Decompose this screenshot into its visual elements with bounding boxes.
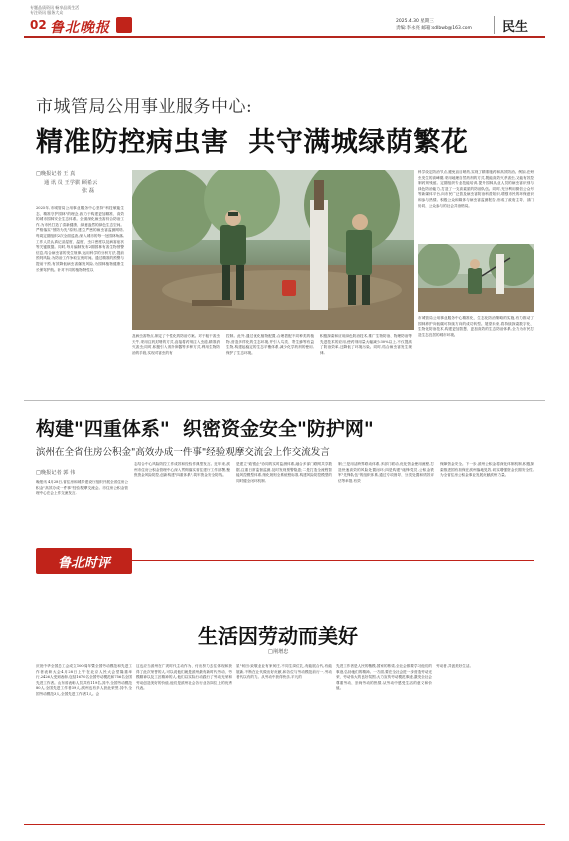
spraying-photo bbox=[418, 244, 534, 312]
column-tag-rule bbox=[132, 560, 534, 561]
article2-col3: 是建立"政银企"协同的实时监测体系,融合多部门联网共享数据,注重日常监督监测,及时发现预警隐患;二是打造全流程智能风控模型体系,细化规则全系统程标准,构建风险防控模型的同时健全闭环机制, bbox=[236, 462, 332, 483]
article1-kicker: 市城管局公用事业服务中心: bbox=[36, 97, 253, 117]
issue-date: 2025.4.30 星期三 bbox=[396, 19, 434, 24]
page-number: 02 bbox=[30, 18, 47, 32]
section-divider bbox=[494, 16, 495, 34]
article3-col2: 这也应当滨州在广袤时代主动作为、付出努力去往体现和获得了此次荣誉的人,可以说他们就是滨州最有新时代劳动、劳模精神以及工匠精神的人,他们以实际行动践行了劳动光荣和劳动创造美好的价值,他们是滨州社会各行业各岗位上的优秀代表。 bbox=[136, 664, 232, 691]
article3-col3: 星"何田:致敬业业有家何庄,不同生岗位扎,有能展合代,有能展新,不断在让代做出好贡献,和各位与劳动模范前行一,劳动者代以有的力。从劳动中获得快乐,平凡的 bbox=[236, 664, 332, 680]
paper-seal-icon bbox=[116, 17, 132, 33]
article3-col5: 劳动者,共创美好生活。 bbox=[436, 664, 474, 668]
paper-name: 鲁北晚报 bbox=[50, 20, 110, 36]
editor-info: 责编:李永亮 邮箱:sdlbwb@163.com bbox=[396, 26, 472, 31]
section-rule-1 bbox=[24, 400, 545, 401]
article3-headline: 生活因劳动而美好 bbox=[198, 624, 358, 648]
article2-col2: 志结合中心风险防控工作成效和经验作典型发言。近年来,滨州市住房公积金管理中心深入贯彻落实省住建厅工作部署,聚焦资金风险防控,创新构建"四重体系",筑牢资金安全防线。 bbox=[134, 462, 230, 478]
footer-rule bbox=[24, 824, 545, 825]
article2-byline: □晚报记者 郭 伟 bbox=[36, 470, 76, 476]
photo-illustration-2 bbox=[418, 244, 534, 312]
article3-col4: 先进工作者是人民的楷模,国家的栋梁,全社会都要学习他们的事迹,弘扬他们的精神。一方面,要在全社会进一步营造劳动光荣、劳动伟大的良好氛围,大力宣传劳动模范事迹,激发全社会尊重劳动、崇尚劳动的热情,从劳动中感受生活的意义和价值。 bbox=[336, 664, 432, 691]
column-tag-label: 鲁北时评 bbox=[58, 556, 111, 571]
article1-col1: 2025年,市城管局公用事业服务中心坚持"科技赋能生态、精准守护园林"的理念,致力于构建更加精准、高效的城市园林安全生态体系。全面深化病虫害综合防治工作,为市民打造了清新健康、绿意盎然的绿色生态空间。严格落实"预防为先"原则,建立严密的病虫害监测网络,每周定期组织2次全面巡查,深入城市的每一处园林角落,工作人员认真记录湿度、温度、虫口密度以及病害症状等关键数据。同时,每月编制发布2期园林有害生物预警信息,结合病虫害的发生规律,运用科学的分析方法,提前预判风险,为防治工作争取宝贵时间。通过精准的预警与提前干预,有效降低病虫害爆发风险,为园林植物健康生长保驾护航。针对不同的植物特性以 bbox=[36, 206, 124, 272]
article2-col5: 保障资金安全。下一步,滨州公积金将深化体制机制,积极探索推进国有担保在滨州落地见效,切实增强资金长期安全性,为全省住房公积金事业发展贡献滨州力量。 bbox=[440, 462, 534, 478]
photo-illustration bbox=[132, 170, 414, 330]
article1-col2: 及病虫害特点,制定了个性化的防治方案。对于粗干害虫天牛,采用注药封堵的方式,直接将药剂注入虫道,精准消灭害虫;同时,积极引入诱扑卵器等多种方式,利用生物防治的手段,实现对害虫的有 bbox=[132, 334, 220, 355]
column-tag bbox=[36, 548, 132, 574]
article2-headline: 构建"四重体系" 织密资金安全"防护网" bbox=[36, 418, 374, 440]
header-slogan: 专题品质资讯 畅享品质生活 专注资讯 服务大众 bbox=[30, 5, 80, 15]
article1-col5: 科学设定防治节点,避免盲目喷药,实现了精准施药和高效防治。例如,在蚜虫发生的高峰期,采用地理自然药剂的方式,既能高效灭杀害虫,又能有效控制药剂残留。定期组织专业技能培训,提升园林从业人员的病虫害识别与绿色防治能力,打造了一支高素质的防治队伍。同时,充分利用微信公众号等新媒体平台,向市民广泛普及病虫害防治科普知识,增强市民的环保意识和参与热情。积极公众和媒体与病虫害监测报告,形成了政府主导、部门协同、公众参与的社会共治格局。 bbox=[418, 170, 534, 208]
header-rule bbox=[24, 36, 545, 38]
article1-byline: □晚报记者 王 真 通 讯 员 王学骐 顾希云 张 磊 bbox=[36, 171, 98, 194]
article1-col4: 积极探索和应用绿色防治技术,推广生物防治、物理防治等先进技术的应用,使药剂用量大幅减少30%以上,不仅提高了防治效率,还降低了环境污染。同时,结合病虫害发生规律, bbox=[320, 334, 412, 355]
article3-col1: 庆祝中华全国总工会成立100周年暨全国劳动模范和先进工作者表彰大会4月28日上午在北京人民大会堂隆重举行,2426人受到表彰,包括1670名全国劳动模范和756名全国先进工作者。山东省表彰人员共有119名,其中,全国劳动模范80人,全国先进工作者39人,滨州也有多人获此荣誉,其中,全国劳动模范3人,全国先进工作者1人。会 bbox=[36, 664, 132, 696]
article1-headline: 精准防控病虫害 共守满城绿荫繁花 bbox=[36, 127, 469, 158]
article1-col5b: 市城管局公用事业服务中心精准化、生态化防治策略的实施,有力推动了园林养护向低碳可持续方向的成功转型。展望未来,将持续探索数字化、生物化防治技术,构建更加智慧、更加高效的生态防治体系,全力为市民打造生态宜居的城市环境。 bbox=[418, 316, 534, 337]
article2-col4: 制;三是用活跨界联动体系,多部门联动,优化资金使用流程,打造快速高效的风险处置闭环;四是构建"砥锋党员,公积金铁军"先锋队伍"的组织体系,通过专项督导、分类处置和绩效评估等举措,有效 bbox=[338, 462, 434, 483]
article1-col3: 控制。此外,通过优化植物配置,合理搭配不同种类的植物,营造多样化的生态环境,并引入鸟类、寄生蜂等有益生物,构建起稳定的生态平衡体系,减少化学药剂的使用,保护了生态环境。 bbox=[226, 334, 314, 355]
tree-care-photo bbox=[132, 170, 414, 330]
article3-byline: □荆增忠 bbox=[268, 649, 289, 655]
article2-col1: 晚报讯 4月28日,省住房和城乡建设厅组织开展全省住房公积金"高效办成一件事"经验观摩交流会。市住房公积金管理中心在会上作交流发言, bbox=[36, 480, 128, 496]
section-name: 民生 bbox=[502, 20, 529, 35]
masthead bbox=[24, 14, 545, 48]
article2-subhead: 滨州在全省住房公积金"高效办成一件事"经验观摩交流会上作交流发言 bbox=[36, 447, 330, 458]
